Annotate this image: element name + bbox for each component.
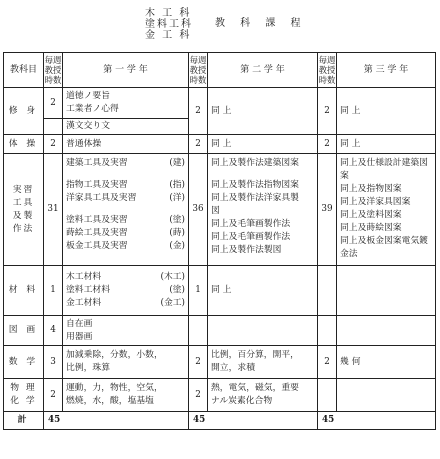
content-cell: 道徳ノ要旨 工業者ノ心得: [63, 88, 189, 119]
col-header-year2: 第 二 学 年: [208, 53, 318, 88]
hours-cell: 2: [44, 88, 63, 119]
table-row: [4, 154, 436, 266]
content-cell: 比例，百分算，開平， 開立，求積: [208, 346, 318, 379]
table-row: [4, 266, 436, 316]
content-cell: [337, 316, 436, 346]
content-cell: 漢文交り文: [63, 119, 189, 135]
content-cell: 同上及仕様設計建築図 案 同上及指物図案 同上及洋家具図案 同上及塗料図案 同上及蒔絵図案 同上及板金図案電気鍍 金法: [337, 154, 436, 266]
table-row: [4, 346, 436, 379]
department-list: [145, 8, 193, 41]
hours-cell: 3: [44, 346, 63, 379]
header-row: [4, 53, 436, 88]
content-cell: [337, 266, 436, 316]
department-line: 木 工 科: [145, 8, 192, 19]
hours-cell: 2: [318, 135, 337, 154]
hours-cell: 2: [189, 135, 208, 154]
table-row: [4, 316, 436, 346]
content-cell: [208, 316, 318, 346]
hours-cell: 2: [189, 88, 208, 135]
hours-cell: 2: [44, 135, 63, 154]
table-row: [4, 88, 436, 119]
subject-cell: 修 身: [4, 88, 44, 135]
table-row: [4, 379, 436, 412]
col-header-year3: 第 三 学 年: [337, 53, 436, 88]
department-line: 金 工 科: [145, 30, 192, 41]
hours-cell: 31: [44, 154, 63, 266]
col-header-hours-3: 毎週 教授 時数: [318, 53, 337, 88]
table-row: [4, 135, 436, 154]
hours-cell: 2: [318, 346, 337, 379]
content-cell: 同 上: [208, 135, 318, 154]
total-hours-cell: 45: [318, 412, 436, 430]
hours-cell: 2: [189, 379, 208, 412]
col-header-year1: 第 一 学 年: [63, 53, 189, 88]
subject-cell: 実習 工具 及製 作法: [4, 154, 44, 266]
content-cell: 幾 何: [337, 346, 436, 379]
total-hours-cell: 45: [44, 412, 189, 430]
col-header-hours-2: 毎週 教授 時数: [189, 53, 208, 88]
content-cell: 加減乗除，分数，小数， 比例，珠算: [63, 346, 189, 379]
subject-cell: 数 学: [4, 346, 44, 379]
hours-cell: 39: [318, 154, 337, 266]
content-cell: 同上及製作法建築図案 同上及製作法指物図案 同上及製作法洋家具製 図 同上及毛筆画製作法 同上及毛筆画製作法 同上及製作法製図: [208, 154, 318, 266]
subject-cell: 計: [4, 412, 44, 430]
content-cell: 同 上: [208, 88, 318, 135]
hours-cell: [318, 316, 337, 346]
col-header-subject: 教科目: [4, 53, 44, 88]
content-cell: 自在画 用器画: [63, 316, 189, 346]
subject-cell: 材 料: [4, 266, 44, 316]
content-cell: 同 上: [208, 266, 318, 316]
content-cell: 熱，電気，磁気，重要 ナル炭素化合物: [208, 379, 318, 412]
hours-cell: 1: [189, 266, 208, 316]
subject-cell: 図 画: [4, 316, 44, 346]
total-hours-cell: 45: [189, 412, 318, 430]
hours-cell: 2: [318, 88, 337, 135]
subject-cell: 体 操: [4, 135, 44, 154]
hours-cell: 4: [44, 316, 63, 346]
curriculum-table: [3, 52, 436, 430]
hours-cell: [44, 119, 63, 135]
hours-cell: 1: [44, 266, 63, 316]
hours-cell: 36: [189, 154, 208, 266]
content-cell: 運動，力，物性，空気， 燃焼，水，酸，塩基塩: [63, 379, 189, 412]
content-cell: 建築工具及実習 (建) 指物工具及実習 (指) 洋家具工具及実習 (洋) 塗料工具及実習 (塗) 蒔絵工具及実習 (蒔) 板金工具及実習 (金): [63, 154, 189, 266]
document-header: [0, 0, 440, 40]
total-row: [4, 412, 436, 430]
content-cell: 同 上: [337, 135, 436, 154]
content-cell: 木工材料 (木工) 塗料工材料 (塗) 金工材料 (金工): [63, 266, 189, 316]
department-line: 塗料工科: [145, 19, 193, 30]
document-title: 教 科 課 程: [215, 18, 307, 29]
hours-cell: [318, 266, 337, 316]
content-cell: 同 上: [337, 88, 436, 135]
hours-cell: [318, 379, 337, 412]
col-header-hours-1: 毎週 教授 時数: [44, 53, 63, 88]
hours-cell: [189, 316, 208, 346]
content-cell: 普通体操: [63, 135, 189, 154]
content-cell: [337, 379, 436, 412]
hours-cell: 2: [44, 379, 63, 412]
hours-cell: 2: [189, 346, 208, 379]
subject-cell: 物 理 化 学: [4, 379, 44, 412]
